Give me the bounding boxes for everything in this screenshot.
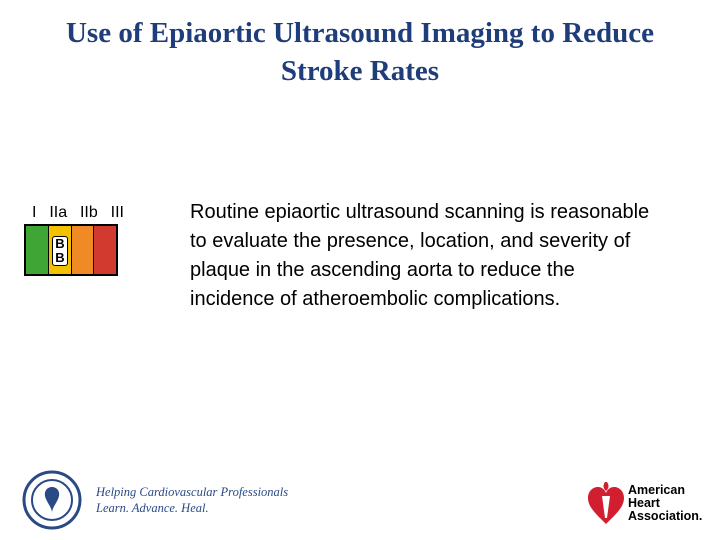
class-iii-segment <box>94 226 116 274</box>
loe-letter-bottom: B <box>55 250 65 265</box>
acc-tagline-line2: Learn. Advance. Heal. <box>96 501 209 515</box>
recommendation-text: Routine epiaortic ultrasound scanning is reasonable to evaluate the presence, location, and severity of plaque in the ascending aorta to reduce the incidence of atheroembolic complications. <box>190 201 650 310</box>
aha-line1: American <box>628 483 685 497</box>
class-label-iia: IIa <box>49 204 68 221</box>
class-iib-segment <box>72 226 95 274</box>
loe-letter-top: B <box>55 236 65 251</box>
recommendation-class-labels <box>32 204 124 222</box>
slide-title: Use of Epiaortic Ultrasound Imaging to Reduce Stroke Rates <box>65 17 655 87</box>
acc-tagline-line1: Helping Cardiovascular Professionals <box>96 485 289 499</box>
class-i-segment <box>26 226 49 274</box>
aha-line3: Association. <box>628 509 703 523</box>
recommendation-class-bar <box>24 224 118 276</box>
class-label-iii: III <box>110 204 124 221</box>
class-label-i: I <box>32 204 37 221</box>
level-of-evidence-badge <box>52 236 68 266</box>
acc-tagline <box>96 484 288 516</box>
aha-heart-torch-icon <box>586 478 626 528</box>
aha-wordmark <box>628 484 702 523</box>
acc-seal-icon <box>22 470 82 530</box>
class-label-iib: IIb <box>79 204 98 221</box>
aha-line2: Heart <box>628 496 660 510</box>
